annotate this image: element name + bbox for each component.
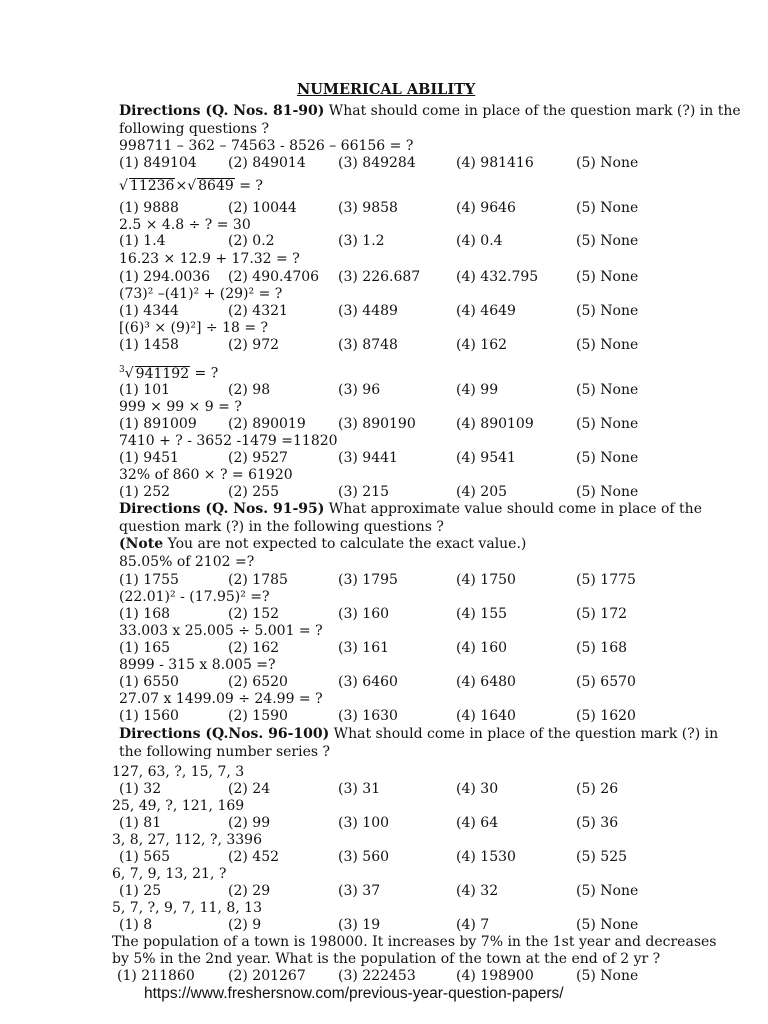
option-4: (4) 0.4 <box>456 233 503 249</box>
option-4: (4) 1750 <box>456 572 516 588</box>
option-4: (4) 6480 <box>456 674 516 690</box>
option-2: (2) 9527 <box>228 450 288 466</box>
question-101-line2: by 5% in the 2nd year. What is the population of the town at the end of 2 yr ? <box>112 951 661 967</box>
option-5: (5) None <box>576 883 639 899</box>
option-4: (4) 1530 <box>456 849 516 865</box>
option-3: (3) 1795 <box>338 572 398 588</box>
option-5: (5) 36 <box>576 815 619 831</box>
option-4: (4) 4649 <box>456 303 516 319</box>
option-4: (4) 9646 <box>456 200 516 216</box>
option-2: (2) 255 <box>228 484 280 500</box>
option-2: (2) 10044 <box>228 200 297 216</box>
option-1: (1) 168 <box>119 606 171 622</box>
directions-text: What approximate value should come in place of the <box>324 501 702 517</box>
option-2: (2) 29 <box>228 883 271 899</box>
option-2: (2) 452 <box>228 849 280 865</box>
question-82: √ 11236×√ 8649 = ? <box>119 178 263 194</box>
question-92: (22.01)² - (17.95)² =? <box>119 589 270 605</box>
option-5: (5) None <box>576 416 639 432</box>
option-5: (5) None <box>576 968 639 984</box>
question-100: 5, 7, ?, 9, 7, 11, 8, 13 <box>112 900 262 916</box>
option-3: (3) 1630 <box>338 708 398 724</box>
option-3: (3) 9441 <box>338 450 398 466</box>
times-sign: × <box>175 178 188 194</box>
option-2: (2) 4321 <box>228 303 288 319</box>
question-90: 32% of 860 × ? = 61920 <box>119 467 293 483</box>
option-3: (3) 31 <box>338 781 381 797</box>
option-4: (4) 205 <box>456 484 508 500</box>
option-5: (5) None <box>576 337 639 353</box>
option-2: (2) 99 <box>228 815 271 831</box>
option-1: (1) 1458 <box>119 337 179 353</box>
option-4: (4) 155 <box>456 606 508 622</box>
option-2: (2) 0.2 <box>228 233 275 249</box>
option-4: (4) 1640 <box>456 708 516 724</box>
question-99: 6, 7, 9, 13, 21, ? <box>112 866 227 882</box>
directions-label: Directions (Q.Nos. 96-100) <box>119 726 330 742</box>
radicand-b: 8649 <box>198 178 234 194</box>
question-93: 33.003 x 25.005 ÷ 5.001 = ? <box>119 623 323 639</box>
option-4: (4) 198900 <box>456 968 534 984</box>
directions-96-100 <box>119 726 718 742</box>
option-1: (1) 101 <box>119 382 171 398</box>
option-3: (3) 890190 <box>338 416 416 432</box>
option-5: (5) 26 <box>576 781 619 797</box>
option-5: (5) None <box>576 269 639 285</box>
radicand-cube: 941192 <box>135 365 190 382</box>
option-5: (5) None <box>576 484 639 500</box>
question-89: 7410 + ? - 3652 -1479 =11820 <box>119 433 338 449</box>
option-2: (2) 972 <box>228 337 280 353</box>
option-5: (5) 1620 <box>576 708 636 724</box>
option-4: (4) 432.795 <box>456 269 539 285</box>
question-91: 85.05% of 2102 =? <box>119 554 255 570</box>
option-2: (2) 152 <box>228 606 280 622</box>
option-3: (3) 161 <box>338 640 390 656</box>
directions-text-line2: the following number series ? <box>119 744 331 760</box>
option-4: (4) 64 <box>456 815 499 831</box>
question-87: $^3$√ 941192 = ? <box>119 365 219 382</box>
radicand-a: 11236 <box>129 178 175 194</box>
question-101-line1: The population of a town is 198000. It increases by 7% in the 1st year and decreases <box>112 934 717 950</box>
option-3: (3) 1.2 <box>338 233 385 249</box>
option-2: (2) 890019 <box>228 416 306 432</box>
footer-url-link[interactable]: https://www.freshersnow.com/previous-year-question-papers/ <box>144 985 564 1002</box>
option-1: (1) 891009 <box>119 416 197 432</box>
option-3: (3) 9858 <box>338 200 398 216</box>
directions-text-line2: following questions ? <box>119 121 270 137</box>
option-1: (1) 9451 <box>119 450 179 466</box>
option-1: (1) 32 <box>119 781 162 797</box>
option-4: (4) 7 <box>456 917 490 933</box>
equals-question: = ? <box>234 178 263 194</box>
cube-root-index: 3 <box>119 365 125 375</box>
option-4: (4) 981416 <box>456 155 534 171</box>
note-line <box>119 536 526 552</box>
option-4: (4) 99 <box>456 382 499 398</box>
question-88: 999 × 99 × 9 = ? <box>119 399 242 415</box>
option-1: (1) 565 <box>119 849 171 865</box>
option-3: (3) 160 <box>338 606 390 622</box>
option-3: (3) 215 <box>338 484 390 500</box>
option-3: (3) 226.687 <box>338 269 421 285</box>
option-4: (4) 160 <box>456 640 508 656</box>
question-81: 998711 – 362 – 74563 - 8526 – 66156 = ? <box>119 138 414 154</box>
option-5: (5) 1775 <box>576 572 636 588</box>
option-5: (5) 168 <box>576 640 628 656</box>
question-86: [(6)³ × (9)²] ÷ 18 = ? <box>119 320 269 336</box>
directions-text: What should come in place of the question mark (?) in the <box>324 103 741 119</box>
question-84: 16.23 × 12.9 + 17.32 = ? <box>119 251 300 267</box>
option-3: (3) 96 <box>338 382 381 398</box>
option-2: (2) 1590 <box>228 708 288 724</box>
note-text: You are not expected to calculate the exact value.) <box>163 536 527 552</box>
option-1: (1) 6550 <box>119 674 179 690</box>
option-1: (1) 81 <box>119 815 162 831</box>
question-97: 25, 49, ?, 121, 169 <box>112 798 245 814</box>
option-1: (1) 252 <box>119 484 171 500</box>
option-3: (3) 849284 <box>338 155 416 171</box>
option-2: (2) 98 <box>228 382 271 398</box>
option-3: (3) 222453 <box>338 968 416 984</box>
question-94: 8999 - 315 x 8.005 =? <box>119 657 276 673</box>
option-1: (1) 849104 <box>119 155 197 171</box>
option-2: (2) 9 <box>228 917 262 933</box>
option-1: (1) 25 <box>119 883 162 899</box>
option-2: (2) 1785 <box>228 572 288 588</box>
directions-91-95 <box>119 501 702 517</box>
option-5: (5) None <box>576 382 639 398</box>
option-4: (4) 9541 <box>456 450 516 466</box>
directions-text: What should come in place of the question mark (?) in <box>329 726 719 742</box>
option-5: (5) 172 <box>576 606 628 622</box>
option-5: (5) None <box>576 155 639 171</box>
option-1: (1) 1.4 <box>119 233 166 249</box>
option-1: (1) 9888 <box>119 200 179 216</box>
option-2: (2) 490.4706 <box>228 269 320 285</box>
option-1: (1) 294.0036 <box>119 269 211 285</box>
option-4: (4) 162 <box>456 337 508 353</box>
option-4: (4) 32 <box>456 883 499 899</box>
question-85: (73)² –(41)² + (29)² = ? <box>119 286 283 302</box>
option-5: (5) None <box>576 200 639 216</box>
option-3: (3) 4489 <box>338 303 398 319</box>
option-1: (1) 1755 <box>119 572 179 588</box>
option-1: (1) 4344 <box>119 303 179 319</box>
directions-81-90 <box>119 103 741 119</box>
option-3: (3) 6460 <box>338 674 398 690</box>
option-5: (5) None <box>576 917 639 933</box>
option-5: (5) 525 <box>576 849 628 865</box>
question-83: 2.5 × 4.8 ÷ ? = 30 <box>119 217 251 233</box>
option-2: (2) 849014 <box>228 155 306 171</box>
option-3: (3) 37 <box>338 883 381 899</box>
option-3: (3) 100 <box>338 815 390 831</box>
option-3: (3) 560 <box>338 849 390 865</box>
option-5: (5) None <box>576 303 639 319</box>
note-label: (Note <box>119 536 164 552</box>
question-98: 3, 8, 27, 112, ?, 3396 <box>112 832 262 848</box>
option-1: (1) 165 <box>119 640 171 656</box>
option-3: (3) 8748 <box>338 337 398 353</box>
option-1: (1) 1560 <box>119 708 179 724</box>
directions-label: Directions (Q. Nos. 81-90) <box>119 103 325 119</box>
question-96: 127, 63, ?, 15, 7, 3 <box>112 764 245 780</box>
option-2: (2) 201267 <box>228 968 306 984</box>
option-2: (2) 24 <box>228 781 271 797</box>
option-4: (4) 890109 <box>456 416 534 432</box>
option-5: (5) None <box>576 233 639 249</box>
equals-question: = ? <box>190 365 219 382</box>
option-1: (1) 211860 <box>117 968 195 984</box>
directions-label: Directions (Q. Nos. 91-95) <box>119 501 325 517</box>
option-5: (5) None <box>576 450 639 466</box>
option-2: (2) 162 <box>228 640 280 656</box>
option-1: (1) 8 <box>119 917 153 933</box>
directions-text-line2: question mark (?) in the following questions ? <box>119 519 444 535</box>
option-3: (3) 19 <box>338 917 381 933</box>
option-2: (2) 6520 <box>228 674 288 690</box>
page-title: NUMERICAL ABILITY <box>297 81 476 98</box>
question-95: 27.07 x 1499.09 ÷ 24.99 = ? <box>119 691 323 707</box>
option-4: (4) 30 <box>456 781 499 797</box>
option-5: (5) 6570 <box>576 674 636 690</box>
